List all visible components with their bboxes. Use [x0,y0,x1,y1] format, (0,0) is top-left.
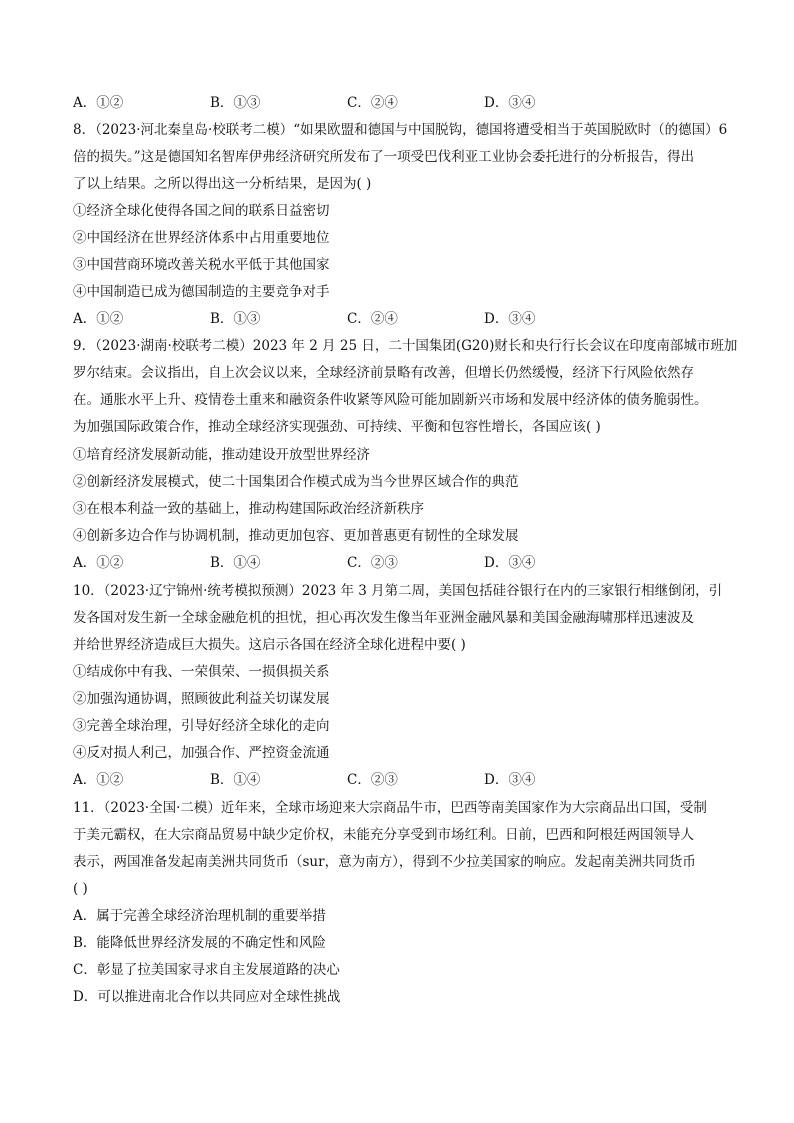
q8-options [73,309,733,329]
q8-item: ①经济全球化使得各国之间的联系日益密切 [73,203,330,219]
q11-choice: C．彰显了拉美国家寻求自主发展道路的决心 [73,962,340,978]
q11-choice: D．可以推进南北合作以共同应对全球性挑战 [73,989,341,1005]
q9-stem-line: 为加强国际政策合作，推动全球经济实现强劲、可持续、平衡和包容性增长，各国应该( ) [73,419,601,435]
q11-choice: A．属于完善全球经济治理机制的重要举措 [73,908,326,924]
option-a: A．①② [73,95,124,111]
q11-choice: B．能降低世界经济发展的不确定性和风险 [73,935,326,951]
option-b: B．①④ [210,772,261,788]
option-d: D．③④ [484,95,536,111]
q10-stem-line: 10．（2023·辽宁锦州·统考模拟预测）2023 年 3 月第二周，美国包括硅谷银行在内的三家银行相继倒闭，引 [73,583,723,599]
q11-stem-line: ( ) [73,881,88,897]
q9-item: ③在根本利益一致的基础上，推动构建国际政治经济新秩序 [73,501,424,517]
q8-item: ④中国制造已成为德国制造的主要竞争对手 [73,284,330,300]
option-d: D．③④ [484,555,536,571]
option-a: A．①② [73,555,124,571]
q9-options [73,553,733,573]
q10-stem-line: 发各国对发生新一全球金融危机的担忧，担心再次发生像当年亚洲金融风暴和美国金融海啸那样迅速波及 [73,610,694,626]
q11-stem-line: 于美元霸权，在大宗商品贸易中缺少定价权，未能充分享受到市场红利。日前，巴西和阿根廷两国领导人 [73,827,694,843]
option-c: C．②④ [347,95,398,111]
q9-item: ④创新多边合作与协调机制，推动更加包容、更加普惠更有韧性的全球发展 [73,528,519,544]
q11-stem-line: 表示，两国准备发起南美洲共同货币（sur，意为南方），得到不少拉美国家的响应。发起南美洲共同货币 [73,854,696,870]
q11-stem-line: 11．（2023·全国·二模）近年来，全球市场迎来大宗商品牛市，巴西等南美国家作为大宗商品出口国，受制 [73,800,707,816]
option-b: B．①④ [210,555,261,571]
q8-stem-line: 了以上结果。之所以得出这一分析结果，是因为( ) [73,176,372,192]
q10-stem-line: 并给世界经济造成巨大损失。这启示各国在经济全球化进程中要( ) [73,637,466,653]
option-c: C．②③ [347,555,398,571]
option-b: B．①③ [210,311,261,327]
option-b: B．①③ [210,95,261,111]
q9-item: ①培育经济发展新动能，推动建设开放型世界经济 [73,447,370,463]
q10-options [73,770,733,790]
option-a: A．①② [73,311,124,327]
q10-item: ①结成你中有我、一荣俱荣、一损俱损关系 [73,664,330,680]
q9-stem-line: 9．（2023·湖南·校联考二模）2023 年 2 月 25 日，二十国集团(G20)财长和央行行长会议在印度南部城市班加 [73,338,738,354]
option-d: D．③④ [484,311,536,327]
options-row-prev [73,93,733,113]
q10-item: ④反对损人利己，加强合作、严控资金流通 [73,745,330,761]
q10-item: ②加强沟通协调，照顾彼此利益关切谋发展 [73,691,330,707]
q8-stem-line: 倍的损失。”这是德国知名智库伊弗经济研究所发布了一项受巴伐利亚工业协会委托进行的分析报告，得出 [73,149,695,165]
q9-item: ②创新经济发展模式，使二十国集团合作模式成为当今世界区域合作的典范 [73,474,519,490]
q8-item: ②中国经济在世界经济体系中占用重要地位 [73,230,330,246]
option-c: C．②④ [347,311,398,327]
q10-item: ③完善全球治理，引导好经济全球化的走向 [73,718,330,734]
option-d: D．③④ [484,772,536,788]
q8-item: ③中国营商环境改善关税水平低于其他国家 [73,257,330,273]
option-a: A．①② [73,772,124,788]
q9-stem-line: 在。通胀水平上升、疫情卷土重来和融资条件收紧等风险可能加剧新兴市场和发展中经济体的债务脆弱性。 [73,392,708,408]
q8-stem-line: 8．（2023·河北秦皇岛·校联考二模）“如果欧盟和德国与中国脱钩，德国将遭受相当于英国脱欧时（的德国）6 [73,122,728,138]
q9-stem-line: 罗尔结束。会议指出，自上次会议以来，全球经济前景略有改善，但增长仍然缓慢，经济下行风险依然存 [73,365,694,381]
option-c: C．②③ [347,772,398,788]
